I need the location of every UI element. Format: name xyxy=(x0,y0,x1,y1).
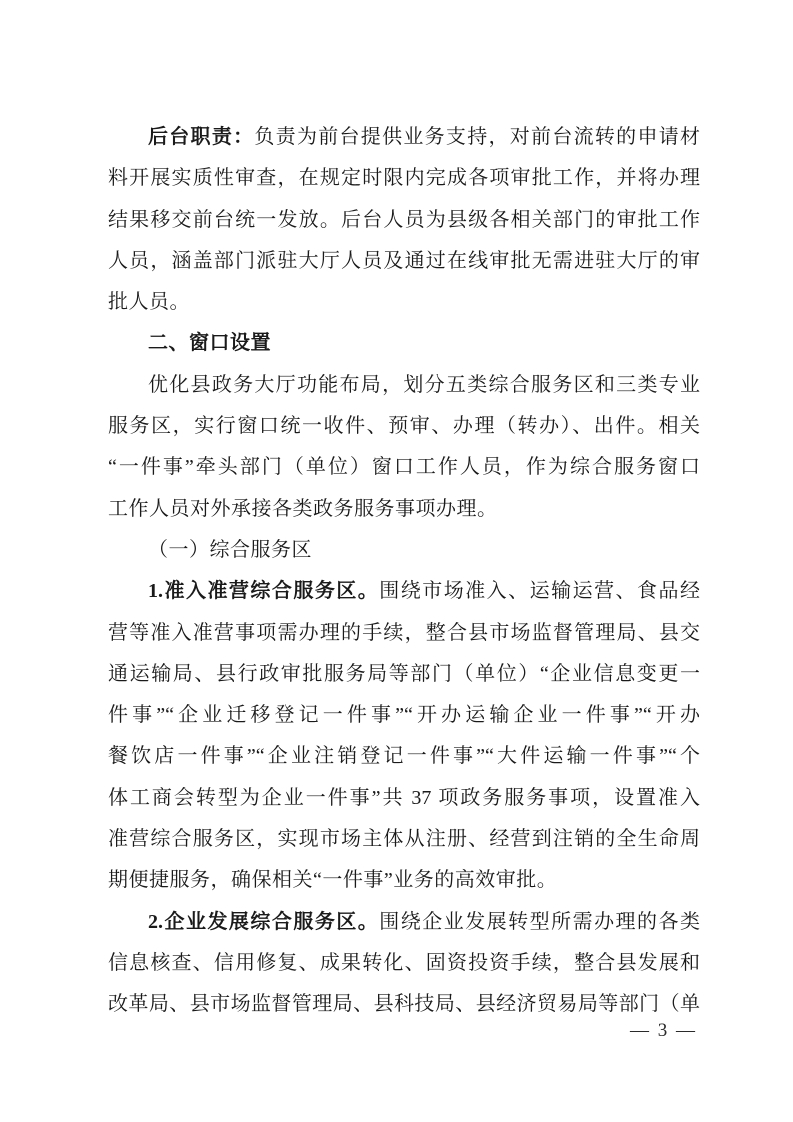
text-segment: 后台职责： xyxy=(148,126,255,148)
heading-window-setup xyxy=(108,323,700,364)
text-segment: 通运输局、县行政审批服务局等部门（单位）“企业信息变更一 xyxy=(108,662,700,685)
text-segment: “一件事”牵头部门（单位）窗口工作人员，作为综合服务窗口 xyxy=(108,456,700,479)
text-segment: 改革局、县市场监督管理局、县科技局、县经济贸易局等部门（单 xyxy=(108,993,700,1016)
text-segment: （一）综合服务区 xyxy=(148,538,312,561)
text-segment: 1.准入准营综合服务区。 xyxy=(148,580,380,603)
paragraph-backstage-duties-line xyxy=(108,241,700,282)
paragraph-backstage-duties-line xyxy=(108,117,700,158)
paragraph-backstage-duties-line xyxy=(108,158,700,199)
text-segment: 餐饮店一件事”“企业注销登记一件事”“大件运输一件事”“个 xyxy=(108,745,700,768)
paragraph-enterprise-development-line xyxy=(108,943,700,984)
page-number: — 3 — xyxy=(630,1020,697,1041)
paragraph-enterprise-development-line xyxy=(108,984,700,1025)
paragraph-window-setup-line xyxy=(108,489,700,530)
text-segment: 体工商会转型为企业一件事”共 37 项政务服务事项，设置准入 xyxy=(108,786,700,809)
text-segment: 二、窗口设置 xyxy=(148,332,271,355)
text-segment: 结果移交前台统一发放。后台人员为县级各相关部门的审批工作 xyxy=(108,208,700,231)
text-segment: 优化县政务大厅功能布局，划分五类综合服务区和三类专业 xyxy=(148,373,700,396)
text-segment: 人员，涵盖部门派驻大厅人员及通过在线审批无需进驻大厅的审 xyxy=(108,249,700,272)
paragraph-access-service-area-line xyxy=(108,860,700,901)
text-segment: 围绕企业发展转型所需办理的各类 xyxy=(379,910,701,933)
paragraph-access-service-area-line xyxy=(108,736,700,777)
text-segment: 件事”“企业迁移登记一件事”“开办运输企业一件事”“开办 xyxy=(108,704,700,727)
text-segment: 营等准入准营事项需办理的手续，整合县市场监督管理局、县交 xyxy=(108,621,700,644)
text-segment: 期便捷服务，确保相关“一件事”业务的高效审批。 xyxy=(108,869,558,892)
paragraph-access-service-area-line xyxy=(108,654,700,695)
paragraph-window-setup-line xyxy=(108,447,700,488)
text-segment: 料开展实质性审查，在规定时限内完成各项审批工作，并将办理 xyxy=(108,167,700,190)
text-segment: 2.企业发展综合服务区。 xyxy=(148,910,380,933)
text-segment: 负责为前台提供业务支持，对前台流转的申请材 xyxy=(254,126,701,148)
text-segment: 服务区，实行窗口统一收件、预审、办理（转办）、出件。相关 xyxy=(108,415,700,438)
document-body xyxy=(108,117,700,1026)
paragraph-window-setup-line xyxy=(108,406,700,447)
text-segment: 工作人员对外承接各类政务服务事项办理。 xyxy=(108,497,498,520)
paragraph-access-service-area-line xyxy=(108,778,700,819)
paragraph-access-service-area-line xyxy=(108,571,700,612)
paragraph-access-service-area-line xyxy=(108,695,700,736)
paragraph-enterprise-development-line xyxy=(108,902,700,943)
text-segment: 围绕市场准入、运输运营、食品经 xyxy=(379,580,701,603)
text-segment: 信息核查、信用修复、成果转化、固资投资手续，整合县发展和 xyxy=(108,951,700,974)
subheading-comprehensive-service-area xyxy=(108,530,700,571)
text-segment: 准营综合服务区，实现市场主体从注册、经营到注销的全生命周 xyxy=(108,828,700,851)
paragraph-access-service-area-line xyxy=(108,819,700,860)
paragraph-backstage-duties-line xyxy=(108,200,700,241)
paragraph-window-setup-line xyxy=(108,365,700,406)
paragraph-access-service-area-line xyxy=(108,613,700,654)
text-segment: 批人员。 xyxy=(108,291,190,314)
paragraph-backstage-duties-line xyxy=(108,282,700,323)
